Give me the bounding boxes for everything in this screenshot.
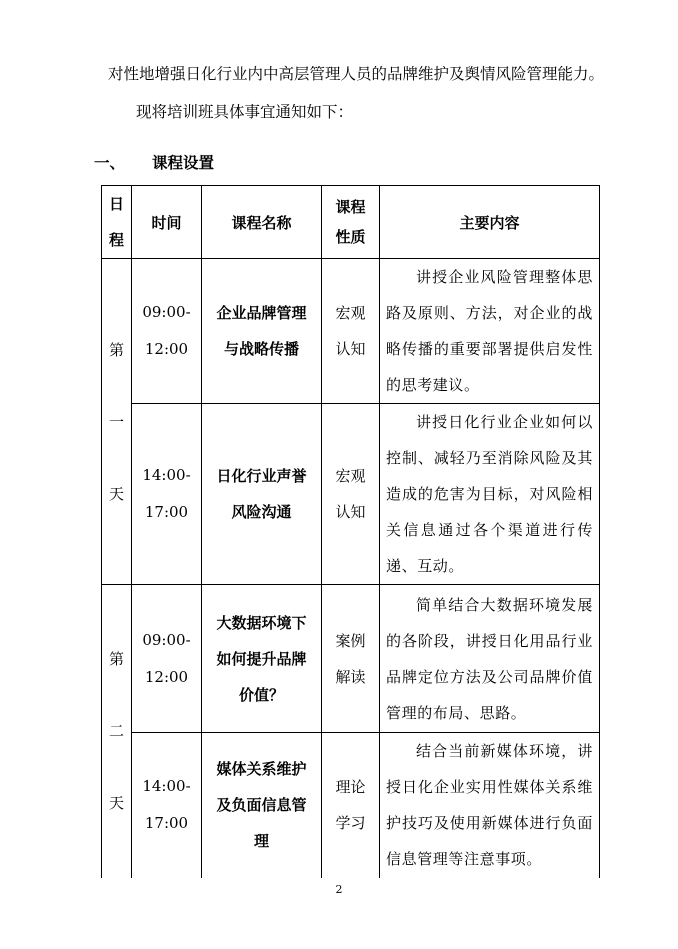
course-content-cell — [380, 259, 600, 404]
time-start: 14:00- — [142, 466, 191, 484]
course-content-cell — [380, 585, 600, 733]
day-label: 第 一 天 — [108, 340, 124, 503]
course-content: 结合当前新媒体环境，讲授日化企业实用性媒体关系维护技巧及使用新媒体进行负面信息管理等注意事项。 — [386, 742, 593, 869]
table-row — [102, 259, 600, 404]
day-label: 第 二 天 — [108, 650, 124, 813]
section-title: 课程设置 — [152, 154, 215, 172]
course-name-cell — [202, 404, 322, 585]
time-cell — [132, 585, 202, 733]
course-type-cell — [322, 259, 380, 404]
day-cell — [102, 259, 132, 585]
time-start: 09:00- — [142, 630, 191, 649]
day-cell — [102, 585, 132, 878]
header-content: 主要内容 — [380, 186, 600, 259]
table-row — [102, 733, 600, 878]
intro-paragraph-line: 对性地增强日化行业内中高层管理人员的品牌维护及舆情风险管理能力。 — [108, 65, 605, 83]
time-end: 17:00 — [144, 503, 189, 521]
course-name-cell — [202, 733, 322, 878]
course-name: 日化行业声誉风险沟通 — [216, 467, 307, 521]
header-day — [102, 186, 132, 259]
course-name-cell — [202, 585, 322, 733]
course-name-cell — [202, 259, 322, 404]
header-day-label: 日 程 — [108, 195, 124, 249]
page-number: 2 — [335, 883, 343, 896]
time-start: 09:00- — [142, 303, 191, 321]
course-type-cell — [322, 404, 380, 585]
time-cell — [132, 404, 202, 585]
course-name: 大数据环境下如何提升品牌价值？ — [216, 613, 307, 704]
course-name: 企业品牌管理与战略传播 — [216, 304, 307, 358]
header-course-type — [322, 186, 380, 259]
time-end: 12:00 — [144, 340, 189, 358]
header-course-type-label: 课程 性质 — [335, 198, 366, 246]
table-row — [102, 404, 600, 585]
course-content: 简单结合大数据环境发展的各阶段，讲授日化用品行业品牌定位方法及公司品牌价值管理的布局、思路。 — [386, 595, 593, 722]
course-schedule-table — [101, 185, 600, 878]
course-type: 案例解读 — [335, 631, 366, 686]
time-end: 17:00 — [144, 814, 189, 833]
header-course-name: 课程名称 — [202, 186, 322, 259]
course-content-cell — [380, 733, 600, 878]
table-row — [102, 585, 600, 733]
table-header-row — [102, 186, 600, 259]
time-cell — [132, 733, 202, 878]
intro-notice-line: 现将培训班具体事宜通知如下： — [136, 103, 354, 121]
time-end: 12:00 — [144, 667, 189, 686]
course-content: 讲授日化行业企业如何以控制、减轻乃至消除风险及其造成的危害为目标，对风险相关信息通过各个渠道进行传递、互动。 — [386, 413, 593, 575]
header-time: 时间 — [132, 186, 202, 259]
section-number: 一、 — [94, 154, 126, 172]
course-name: 媒体关系维护及负面信息管理 — [216, 760, 307, 851]
course-type: 宏观认知 — [335, 304, 366, 358]
course-type: 理论学习 — [335, 778, 366, 833]
course-type-cell — [322, 585, 380, 733]
course-type: 宏观认知 — [335, 467, 366, 521]
time-start: 14:00- — [142, 777, 191, 796]
course-type-cell — [322, 733, 380, 878]
course-content: 讲授企业风险管理整体思路及原则、方法，对企业的战略传播的重要部署提供启发性的思考建议。 — [386, 268, 593, 394]
time-cell — [132, 259, 202, 404]
course-content-cell — [380, 404, 600, 585]
